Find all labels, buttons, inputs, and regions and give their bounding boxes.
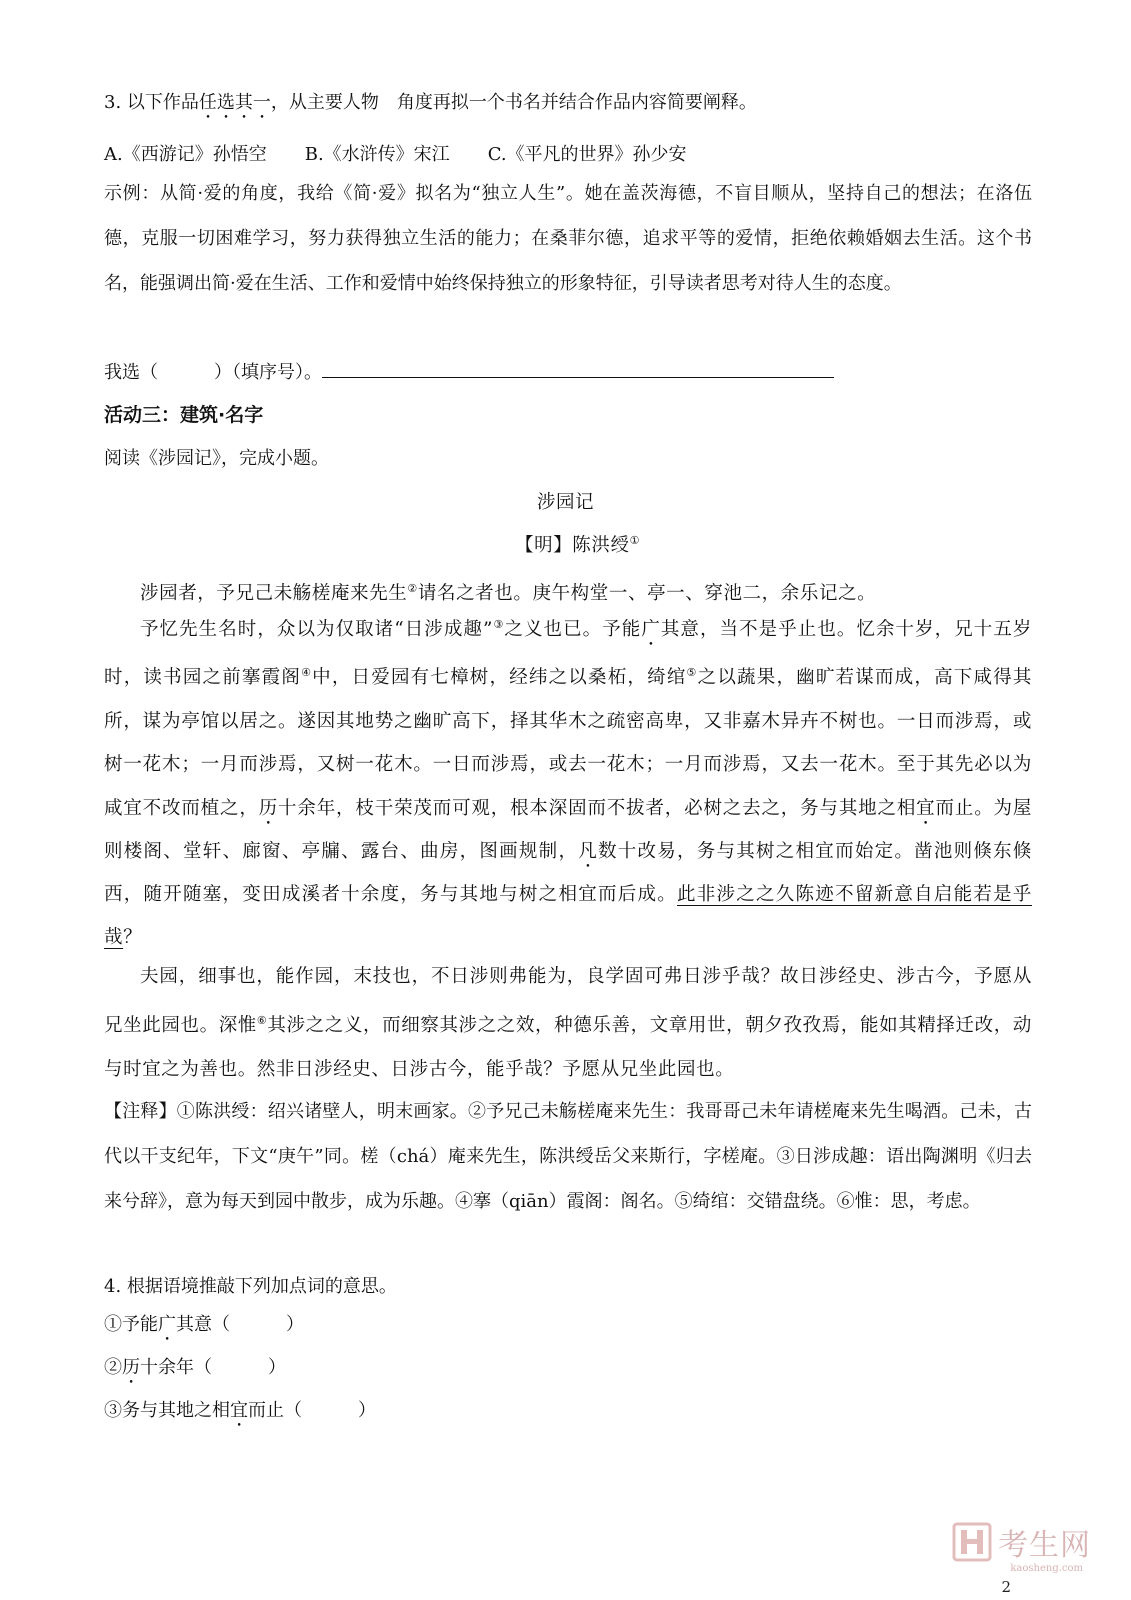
question-4-item-1: ①予能广其意（ ）	[104, 1314, 304, 1335]
reading-instruction: 阅读《涉园记》，完成小题。	[104, 448, 329, 469]
underlined-sentence: 此非涉之之久陈迹不留新意自启能若是乎哉	[104, 884, 1032, 949]
emphasized-text: 任选其一	[198, 92, 271, 113]
option-a: A.《西游记》孙悟空	[104, 144, 267, 165]
option-b: B.《水浒传》宋江	[304, 144, 450, 165]
watermark-text: 考生网	[998, 1528, 1091, 1563]
question-3-example: 示例：从简·爱的角度，我给《简·爱》拟名为“独立人生”。她在盖茨海德，不盲目顺从，坚持自己的想法；在洛伍德，克服一切困难学习，努力获得独立生活的能力；在桑菲尔德，追求平等的爱情，拒绝依赖婚姻去生活。这个书名，能强调出简·爱在生活、工作和爱情中始终保持独立的形象特征，引导读者思考对待人生的态度。	[104, 183, 1032, 294]
passage-paragraph-1: 涉园者，予兄己未觞槎庵来先生②请名之者也。庚午构堂一、亭一、穿池二，余乐记之。	[140, 582, 877, 605]
answer-blank[interactable]	[322, 363, 834, 378]
emphasized-word: 广	[641, 619, 661, 641]
question-3-options	[104, 140, 687, 166]
emphasized-word: 凡	[578, 840, 598, 862]
activity-3-heading: 活动三：建筑·名字	[104, 404, 264, 426]
passage-title: 涉园记	[536, 492, 595, 513]
watermark	[952, 1520, 1091, 1564]
emphasized-word: 历	[258, 797, 279, 819]
question-4-item-3: ③务与其地之相宜而止（ ）	[104, 1400, 376, 1421]
passage-paragraph-3: 夫园，细事也，能作园，末技也，不日涉则弗能为，良学固可弗日涉乎哉？故日涉经史、涉古今，予愿从兄坐此园也。深惟⑥其涉之之义，而细察其涉之之效，种德乐善，文章用世，朝夕孜孜焉，能如其精择迁改，动与时宜之为善也。然非日涉经史、日涉古今，能乎哉？予愿从兄坐此园也。	[104, 966, 1032, 1081]
question-4-title: 4. 根据语境推敲下列加点词的意思。	[104, 1276, 397, 1297]
option-c: C.《平凡的世界》孙少安	[487, 144, 687, 165]
page-number: 2	[1001, 1578, 1011, 1596]
passage-author: 【明】陈洪绶①	[515, 533, 641, 556]
watermark-logo-icon	[952, 1522, 992, 1562]
question-3-title: 3. 以下作品任选其一，从主要人物 角度再拟一个书名并结合作品内容简要阐释。	[104, 92, 757, 113]
question-4-item-2: ②历十余年（ ）	[104, 1357, 286, 1378]
watermark-url: kaosheng.com	[1010, 1563, 1083, 1574]
annotation-notes: 【注释】①陈洪绶：绍兴诸壁人，明末画家。②予兄己未觞槎庵来先生：我哥哥己未年请槎庵来先生喝酒。己未，古代以干支纪年，下文“庚午”同。槎（chá）庵来先生，陈洪绶岳父来斯行，字槎庵。③日涉成趣：语出陶渊明《归去来兮辞》，意为每天到园中散步，成为乐趣。④搴（qiān）霞阁：阁名。⑤绮绾：交错盘绕。⑥惟：思，考虑。	[104, 1101, 1032, 1212]
passage-paragraph-2: 予忆先生名时，众以为仅取诸“日涉成趣”③之义也已。予能广其意，当不是乎止也。忆余十岁，兄十五岁时，读书园之前搴霞阁④中，日爱园有七樟树，经纬之以桑柘，绮绾⑤之以蔬果，幽旷若谋而成，高下咸得其所，谋为亭馆以居之。遂因其地势之幽旷高下，择其华木之疏密高卑，又非嘉木异卉不树也。一日而涉焉，或树一花木；一月而涉焉，又树一花木。一日而涉焉，或去一花木；一月而涉焉，又去一花木。至于其先必以为咸宜不改而植之，历十余年，枝干荣茂而可观，根本深固而不拔者，必树之去之，务与其地之相宜而止。为屋则楼阁、堂轩、廊窗、亭牖、露台、曲房，图画规制，凡数十改易，务与其树之相宜而始定。凿池则倏东倏西，随开随塞，变田成溪者十余度，务与其地与树之相宜而后成。此非涉之之久陈迹不留新意自启能若是乎哉？	[104, 618, 1033, 949]
question-3-answer-line: 我选（ ）（填序号）。	[104, 358, 834, 384]
emphasized-word: 宜	[916, 797, 936, 819]
